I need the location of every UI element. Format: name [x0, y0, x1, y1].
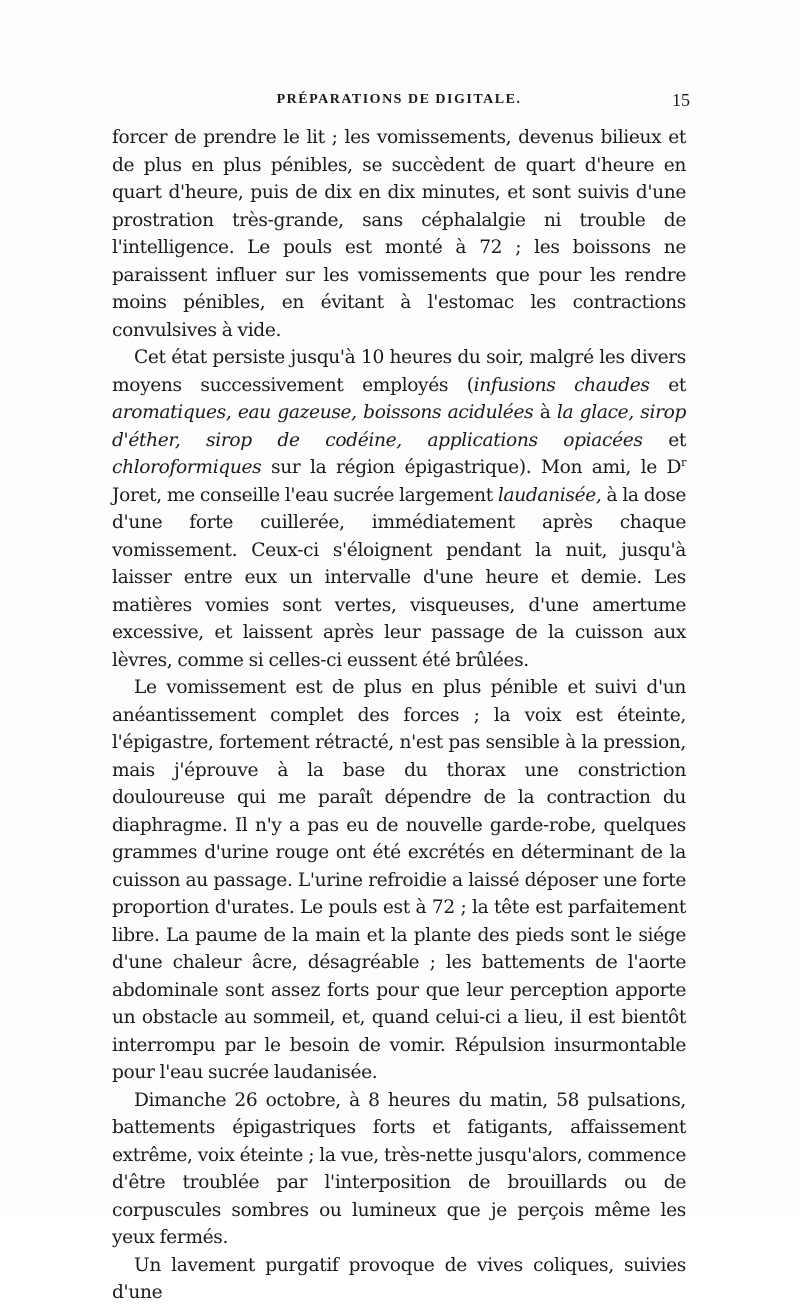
italic-text: la glace, sirop d'éther, sirop de codéine, applications opiacées — [112, 402, 687, 451]
italic-text: infusions chaudes — [473, 374, 650, 396]
text-run: Cet état persiste jusqu'à 10 heures du soir, malgré les divers moyens successivement employés ( — [112, 347, 686, 396]
paragraph — [112, 674, 686, 1087]
text-run: à — [533, 402, 557, 423]
text-run: Joret, me conseille l'eau sucrée largement — [112, 484, 498, 506]
text-run: Un lavement purgatif provoque de vives coliques, suivies d'une — [112, 1254, 686, 1303]
text-run: et — [649, 374, 686, 396]
paragraph — [112, 344, 686, 674]
paragraph — [112, 1252, 686, 1307]
text-run: sur la région épigastrique). Mon ami, le D — [261, 457, 682, 478]
text-run: et — [642, 429, 686, 451]
text-run: forcer de prendre le lit ; les vomissements, devenus bilieux et de plus en plus pénibles, se succèdent de quart d'heure en quart d'heure, puis de dix en dix minutes, et sont suivis d'une prostration très-grande, sans céphalalgie ni trouble de l'intelligence. Le pouls est monté à 72 ; les boissons ne paraissent influer sur les vomissements que pour les rendre moins pénibles, en évitant à l'estomac les contractions convulsives à vide. — [112, 127, 686, 341]
text-run: Dimanche 26 octobre, à 8 heures du matin, 58 pulsations, battements épigastriques forts et fatigants, affaissement extrême, voix éteinte ; la vue, très-nette jusqu'alors, commence d'être troublée par l'interposition de brouillards ou de corpuscules sombres ou lumineux que je perçois même les yeux fermés. — [112, 1089, 686, 1248]
italic-text: chloroformiques — [112, 457, 262, 478]
text-run: à la dose d'une forte cuillerée, immédiatement après chaque vomissement. Ceux-ci s'éloignent pendant la nuit, jusqu'à laisser entre eux un intervalle d'une heure et demie. Les matières vomies sont vertes, visqueuses, d'une amertume excessive, et laissent après leur passage de la cuisson aux lèvres, comme si celles-ci eussent été brûlées. — [112, 484, 686, 671]
paragraph — [112, 124, 686, 344]
italic-text: laudanisée, — [497, 484, 602, 506]
page-number: 15 — [672, 90, 690, 110]
paragraph — [112, 1087, 686, 1252]
text-run: Le vomissement est de plus en plus pénible et suivi d'un anéantissement complet des forces ; la voix est éteinte, l'épigastre, fortement rétracté, n'est pas sensible à la pression, mais j'éprouve à la base du thorax une constriction douloureuse qui me paraît dépendre de la contraction du diaphragme. Il n'y a pas eu de nouvelle garde-robe, quelques grammes d'urine rouge ont été excrétés en déterminant de la cuisson au passage. L'urine refroidie a laissé déposer une forte proportion d'urates. Le pouls est à 72 ; la tête est parfaitement libre. La paume de la main et la plante des pieds sont le siége d'une chaleur âcre, désagréable ; les battements de l'aorte abdominale sont assez forts pour que leur perception apporte un obstacle au sommeil, et, quand celui-ci a lieu, il est bientôt interrompu par le besoin de vomir. Répulsion insurmontable pour l'eau sucrée laudanisée. — [112, 677, 686, 1083]
running-title: PRÉPARATIONS DE DIGITALE. — [276, 92, 522, 107]
body-text — [112, 124, 686, 1307]
superscript-text: r — [681, 455, 686, 469]
italic-text: aromatiques, eau gazeuse, boissons acidulées — [112, 402, 534, 423]
running-head — [108, 92, 690, 116]
